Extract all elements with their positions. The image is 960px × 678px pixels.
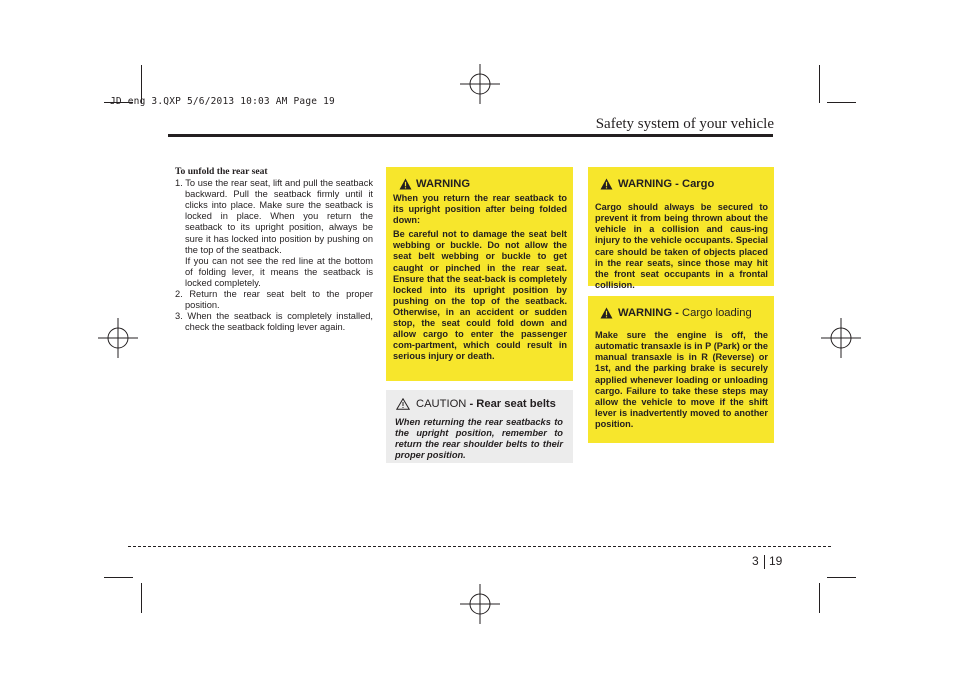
list-item: 2. Return the rear seat belt to the proper position. bbox=[175, 289, 373, 311]
crop-mark bbox=[104, 577, 133, 578]
caution-title: CAUTION - Rear seat belts bbox=[386, 397, 573, 411]
crop-mark bbox=[827, 577, 856, 578]
warning-triangle-filled-icon bbox=[600, 307, 613, 319]
caution-text: When returning the rear seatbacks to the upright position, remember to return the rear shoulder belts to their proper position. bbox=[395, 417, 563, 461]
warning-title: WARNING - Cargo loading bbox=[588, 306, 774, 320]
footer-divider bbox=[128, 546, 831, 547]
warning-text: Be careful not to damage the seat belt webbing or buckle. Do not allow the seat belt webbing or buckle to get caught or pinched in the rear seat. Ensure that the seat-back is completely locked into its upright position by pushing on the top of the seatback. Otherwise, in an accident or sudden stop, the seat could fold down and allow cargo to enter the passenger com-partment, which could result in serious injury or death. bbox=[393, 229, 567, 362]
crosshair-icon bbox=[458, 582, 502, 626]
warning-text: Make sure the engine is off, the automatic transaxle is in P (Park) or the manual transaxle is in R (Reverse) or 1st, and the parking brake is securely applied whenever loading or unloading cargo. Failure to take these steps may allow the vehicle to move if the shift lever is inadvertently moved to another position. bbox=[595, 330, 768, 429]
crop-mark bbox=[819, 65, 820, 103]
warning-box-rear-seatback bbox=[386, 167, 573, 381]
warning-box-cargo bbox=[588, 167, 774, 290]
warning-text: Cargo should always be secured to prevent it from being thrown about the vehicle in a collision and caus-ing injury to the vehicle occupants. Special care should be taken of objects placed in the rear seats, since those may hit the front seat occupants in a frontal collision. bbox=[595, 202, 768, 290]
list-item: 1. To use the rear seat, lift and pull the seatback backward. Pull the seatback firmly until it clicks into place. Make sure the seatback is locked in place. When you return the seatback to its upright position, always be sure it has locked into position by pushing on the top of the seatback. bbox=[175, 178, 373, 255]
crop-mark bbox=[141, 583, 142, 613]
caution-triangle-outline-icon bbox=[396, 398, 410, 410]
crosshair-icon bbox=[96, 316, 140, 360]
warning-box-cargo-loading bbox=[588, 296, 774, 443]
crosshair-icon bbox=[458, 62, 502, 106]
warning-triangle-filled-icon bbox=[600, 178, 613, 190]
page-number: 19 bbox=[769, 554, 783, 568]
crop-mark bbox=[819, 583, 820, 613]
caution-box-rear-seat-belts bbox=[386, 390, 573, 463]
page-title: Safety system of your vehicle bbox=[595, 116, 774, 132]
crosshair-icon bbox=[819, 316, 863, 360]
header-rule bbox=[168, 134, 773, 137]
list-item: 3. When the seatback is completely installed, check the seatback folding lever again. bbox=[175, 311, 373, 333]
section-heading: To unfold the rear seat bbox=[175, 166, 268, 177]
page-number-divider bbox=[764, 555, 765, 569]
section-number: 3 bbox=[752, 554, 759, 568]
warning-title: WARNING bbox=[386, 177, 573, 191]
warning-title: WARNING - Cargo bbox=[588, 177, 774, 191]
warning-body bbox=[393, 193, 567, 362]
crop-mark bbox=[827, 102, 856, 103]
list-item-note: If you can not see the red line at the bottom of folding lever, it means the seatback is locked completely. bbox=[185, 255, 373, 288]
warning-triangle-filled-icon bbox=[399, 178, 412, 190]
print-slug: JD eng 3.QXP 5/6/2013 10:03 AM Page 19 bbox=[110, 96, 335, 107]
unfold-instructions bbox=[175, 166, 373, 333]
warning-lead: When you return the rear seatback to its upright position after being folded down: bbox=[393, 193, 567, 226]
